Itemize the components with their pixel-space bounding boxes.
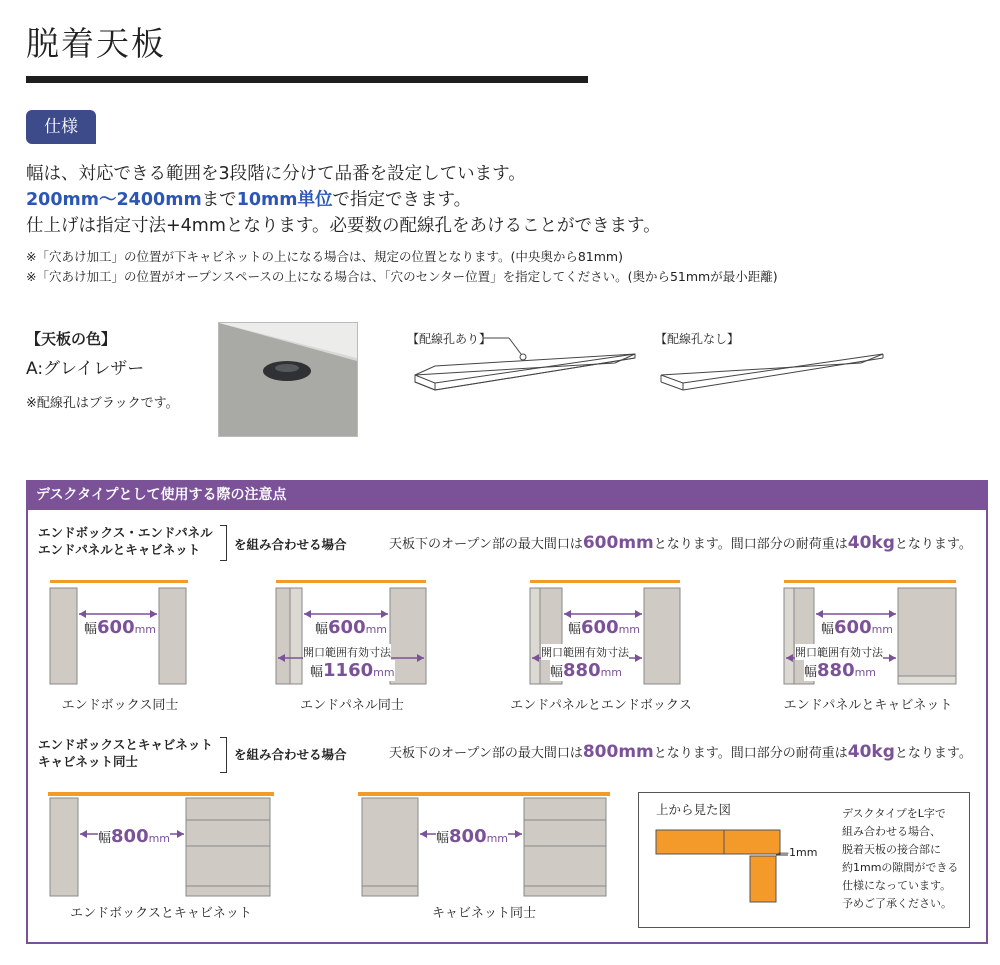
plate-with-hole-diagram — [405, 330, 645, 410]
caution-heading: デスクタイプとして使用する際の注意点 — [26, 480, 988, 510]
group1-combo-line2: エンドパネルとキャビネット — [38, 542, 201, 557]
group2-combo-line2: キャビネット同士 — [38, 754, 139, 769]
lshape-diagram — [650, 822, 830, 912]
page-title: 脱着天板 — [26, 24, 166, 63]
lshape-note — [842, 805, 958, 913]
fig3-opening-label: 開口範囲有効寸法 — [541, 646, 629, 659]
fig4-caption: エンドパネルとキャビネット — [783, 698, 953, 713]
grommet-photo — [218, 322, 358, 437]
note-line: 予めご了承ください。 — [842, 897, 952, 910]
intro-line-1: 幅は、対応できる範囲を3段階に分けて品番を設定しています。 — [26, 164, 526, 184]
note-line: 仕様になっています。 — [842, 879, 952, 892]
fig4-opening — [804, 660, 876, 681]
load-capacity: 40kg — [847, 742, 895, 762]
width-unit: mm — [373, 666, 395, 679]
desc-text: となります。間口部分の耐荷重は — [653, 537, 848, 552]
width-number: 800 — [449, 826, 487, 847]
width-prefix: 幅 — [821, 622, 835, 637]
desc-text: となります。間口部分の耐荷重は — [653, 746, 848, 761]
width-prefix: 幅 — [804, 665, 818, 680]
width-unit: mm — [365, 623, 388, 636]
intro-text: で指定できます。 — [332, 190, 472, 210]
width-prefix: 幅 — [315, 622, 329, 637]
group2-bracket — [220, 737, 227, 773]
width-number: 800 — [111, 826, 149, 847]
width-unit: mm — [600, 666, 623, 679]
fig3-width — [568, 617, 640, 638]
group2-combo-line1: エンドボックスとキャビネット — [38, 737, 213, 752]
fig2-width — [315, 617, 387, 638]
fig3-caption: エンドパネルとエンドボックス — [510, 698, 692, 713]
group2-suffix: を組み合わせる場合 — [234, 747, 347, 762]
note-line: 組み合わせる場合、 — [842, 825, 941, 838]
lshape-gap-label: —1mm — [778, 846, 818, 859]
note-1: ※「穴あけ加工」の位置が下キャビネットの上になる場合は、規定の位置となります。(中央奥から81mm) — [26, 249, 623, 264]
fig5-caption: エンドボックスとキャビネット — [70, 906, 252, 921]
width-number: 600 — [834, 617, 872, 638]
intro-line-3: 仕上げは指定寸法+4mmとなります。必要数の配線孔をあけることができます。 — [26, 216, 661, 236]
width-number: 600 — [581, 617, 619, 638]
desc-text: となります。 — [894, 537, 972, 552]
desc-text: 天板下のオープン部の最大間口は — [389, 537, 583, 552]
max-opening: 800mm — [582, 742, 654, 762]
note-line: 約1mmの隙間ができる — [842, 861, 959, 874]
fig2-caption: エンドパネル同士 — [300, 698, 404, 713]
fig2-opening-label: 開口範囲有効寸法 — [303, 646, 391, 659]
width-prefix: 幅 — [436, 831, 450, 846]
width-unit: mm — [618, 623, 641, 636]
intro-text: まで — [201, 190, 237, 210]
width-unit: mm — [134, 623, 157, 636]
group2-description — [389, 742, 972, 762]
opening-number: 880 — [817, 660, 855, 681]
load-capacity: 40kg — [847, 533, 895, 553]
width-unit: mm — [854, 666, 877, 679]
note-2: ※「穴あけ加工」の位置がオープンスペースの上になる場合は、「穴のセンター位置」を指定してください。(奥から51mmが最小距離) — [26, 269, 778, 284]
fig2-opening — [310, 660, 395, 681]
width-prefix: 幅 — [310, 665, 324, 680]
width-unit: mm — [148, 832, 171, 845]
opening-number: 1160 — [323, 660, 374, 681]
group1-combo-line1: エンドボックス・エンドパネル — [38, 525, 213, 540]
max-opening: 600mm — [582, 533, 654, 553]
width-step: 10mm単位 — [236, 190, 333, 210]
fig1-caption: エンドボックス同士 — [61, 698, 179, 713]
fig3-opening — [550, 660, 622, 681]
group2-combo — [38, 736, 213, 770]
fig1-width — [84, 617, 156, 638]
color-note: ※配線孔はブラックです。 — [26, 396, 179, 411]
desc-text: となります。 — [894, 746, 972, 761]
note-line: 脱着天板の接合部に — [842, 843, 941, 856]
fig6-width — [436, 826, 508, 847]
lshape-title: 上から見た図 — [656, 802, 732, 817]
width-prefix: 幅 — [568, 622, 582, 637]
width-unit: mm — [486, 832, 509, 845]
spec-badge: 仕様 — [26, 110, 96, 144]
group1-description — [389, 533, 972, 553]
fig4-opening-label: 開口範囲有効寸法 — [795, 646, 883, 659]
color-heading: 【天板の色】 — [26, 330, 117, 348]
intro-line-2 — [26, 186, 471, 211]
group1-suffix: を組み合わせる場合 — [234, 537, 347, 552]
group1-bracket — [220, 525, 227, 561]
width-number: 600 — [328, 617, 366, 638]
with-hole-label: 【配線孔あり】 — [407, 332, 492, 346]
width-prefix: 幅 — [98, 831, 112, 846]
fig5-width — [98, 826, 170, 847]
without-hole-label: 【配線孔なし】 — [655, 332, 740, 346]
width-prefix: 幅 — [84, 622, 98, 637]
width-prefix: 幅 — [550, 665, 564, 680]
fig4-width — [821, 617, 893, 638]
color-value: A:グレイレザー — [26, 359, 145, 379]
width-number: 600 — [97, 617, 135, 638]
desc-text: 天板下のオープン部の最大間口は — [389, 746, 583, 761]
note-line: デスクタイプをL字で — [842, 807, 946, 820]
title-underline — [26, 76, 588, 83]
opening-number: 880 — [563, 660, 601, 681]
width-unit: mm — [871, 623, 894, 636]
fig6-caption: キャビネット同士 — [431, 906, 536, 921]
gap-value: 1mm — [789, 846, 818, 859]
width-range: 200mm〜2400mm — [26, 190, 202, 210]
group1-combo — [38, 524, 213, 558]
plate-without-hole-diagram — [655, 330, 895, 410]
